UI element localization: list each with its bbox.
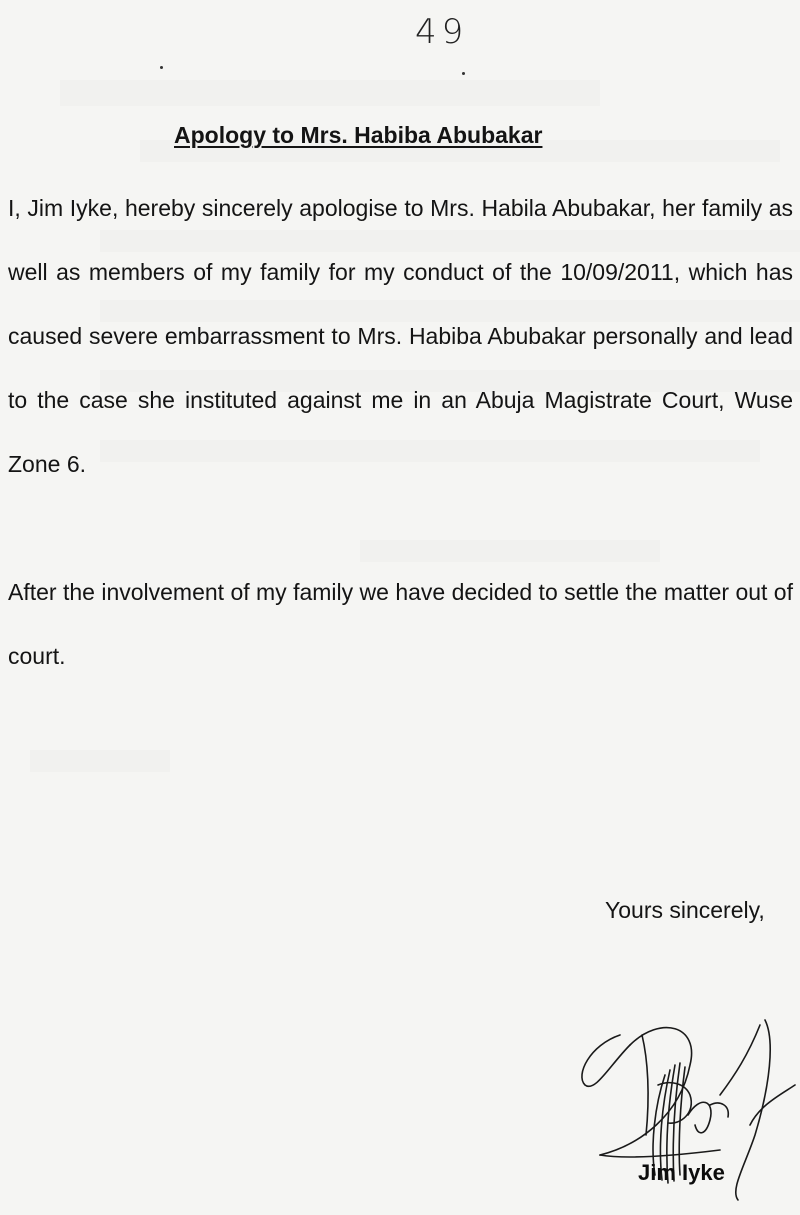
page-number: 49: [415, 12, 469, 52]
ink-speck: [160, 66, 163, 69]
apology-paragraph: [8, 176, 793, 496]
closing-salutation: Yours sincerely,: [605, 897, 765, 923]
paragraph-text: I, Jim Iyke, hereby sincerely apologise to Mrs. Habila Abubakar, her family as well as members of my family for my conduct of the 10/09/2011, which has caused severe embarrassment to Mrs. Habiba Abubakar personally and lead to the case she instituted against me in an Abuja Magistrate Court, Wuse Zone 6.: [8, 195, 793, 477]
signatory-name: Jim Iyke: [638, 1160, 725, 1185]
document-title: Apology to Mrs. Habiba Abubakar: [174, 122, 543, 148]
settlement-paragraph: [8, 560, 793, 688]
paragraph-text: After the involvement of my family we have decided to settle the matter out of court.: [8, 579, 793, 669]
ink-speck: [462, 72, 465, 75]
